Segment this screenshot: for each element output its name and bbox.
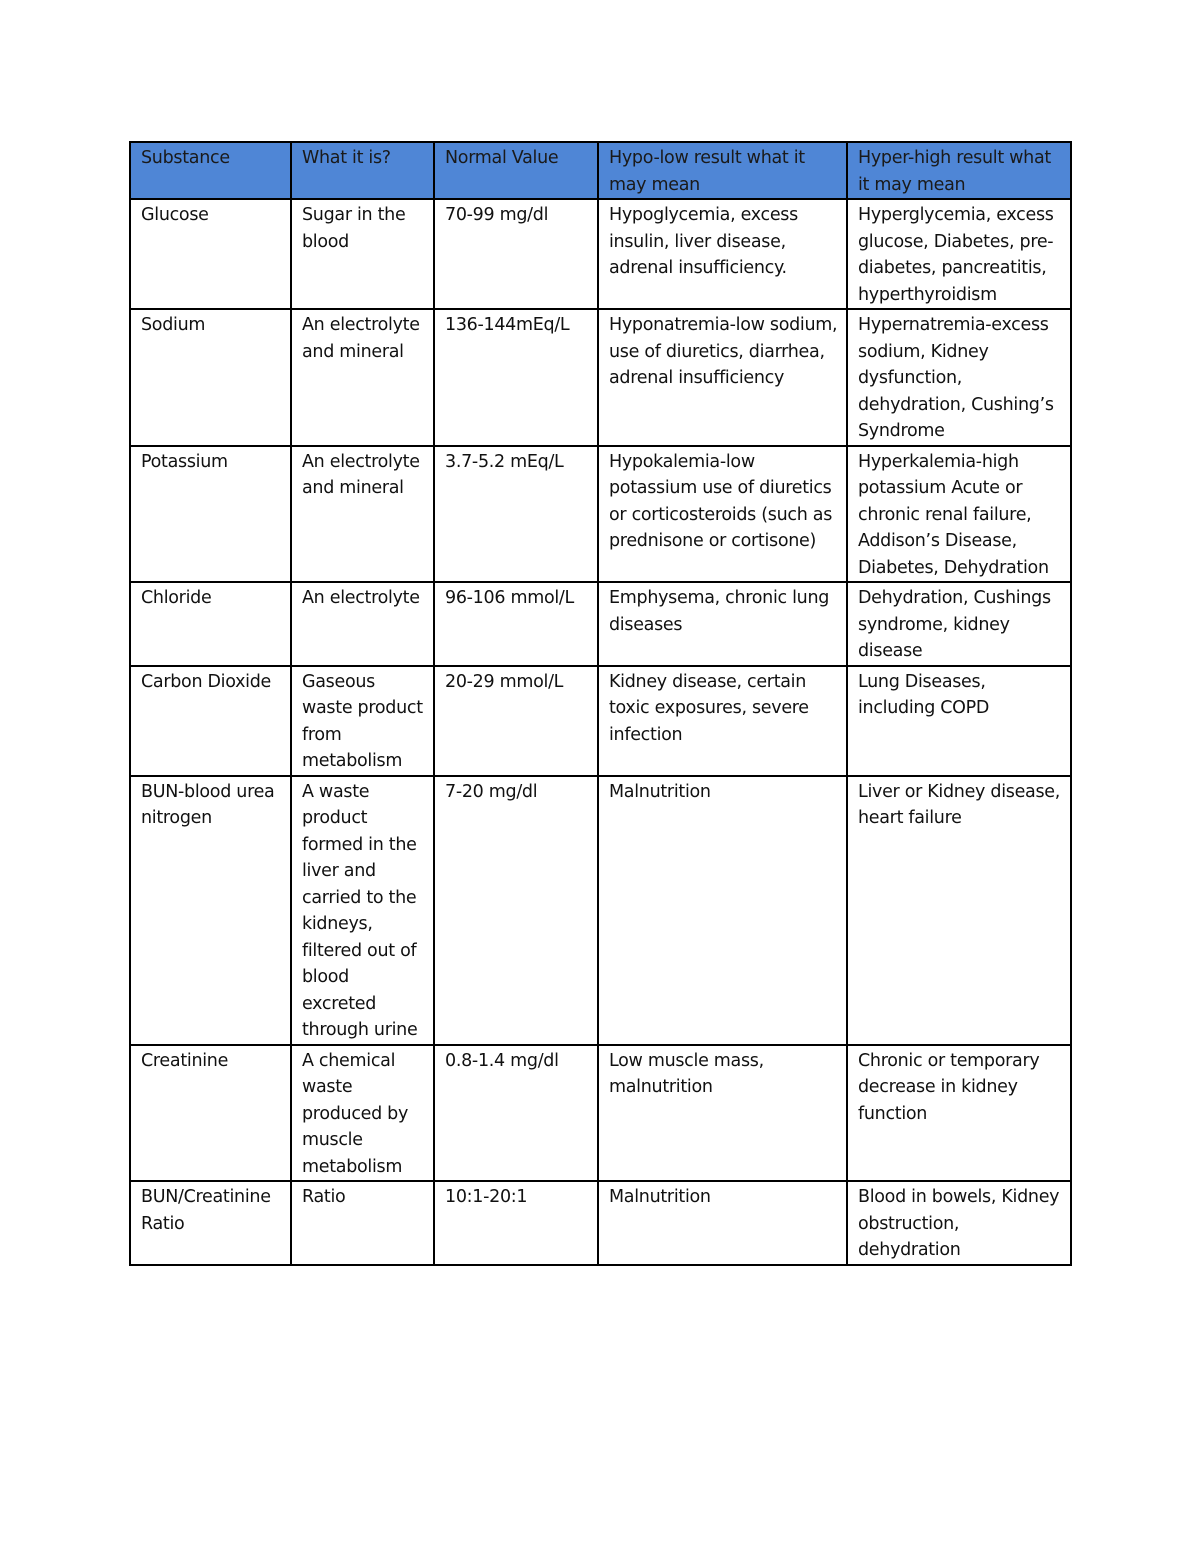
cell-hypo-result: Emphysema, chronic lung diseases bbox=[598, 582, 847, 666]
cell-what-it-is: Sugar in the blood bbox=[291, 199, 434, 309]
cell-substance: Carbon Dioxide bbox=[130, 666, 291, 776]
table-row bbox=[130, 199, 1071, 309]
cell-normal-value: 7-20 mg/dl bbox=[434, 776, 598, 1045]
cell-hyper-result: Dehydration, Cushings syndrome, kidney disease bbox=[847, 582, 1071, 666]
header-normal-value: Normal Value bbox=[434, 142, 598, 199]
header-what-it-is: What it is? bbox=[291, 142, 434, 199]
cell-substance: Chloride bbox=[130, 582, 291, 666]
table-row bbox=[130, 446, 1071, 583]
cell-normal-value: 70-99 mg/dl bbox=[434, 199, 598, 309]
cell-hyper-result: Blood in bowels, Kidney obstruction, dehydration bbox=[847, 1181, 1071, 1265]
table-header-row bbox=[130, 142, 1071, 199]
cell-hyper-result: Hypernatremia-excess sodium, Kidney dysfunction, dehydration, Cushing’s Syndrome bbox=[847, 309, 1071, 446]
cell-substance: BUN/Creatinine Ratio bbox=[130, 1181, 291, 1265]
table-row bbox=[130, 309, 1071, 446]
cell-what-it-is: Gaseous waste product from metabolism bbox=[291, 666, 434, 776]
cell-hypo-result: Hypoglycemia, excess insulin, liver disease, adrenal insufficiency. bbox=[598, 199, 847, 309]
cell-normal-value: 3.7-5.2 mEq/L bbox=[434, 446, 598, 583]
cell-what-it-is: Ratio bbox=[291, 1181, 434, 1265]
cell-hypo-result: Malnutrition bbox=[598, 1181, 847, 1265]
cell-hyper-result: Lung Diseases, including COPD bbox=[847, 666, 1071, 776]
cell-substance: BUN-blood urea nitrogen bbox=[130, 776, 291, 1045]
table-row bbox=[130, 1045, 1071, 1182]
lab-values-table bbox=[129, 141, 1072, 1266]
cell-hyper-result: Hyperglycemia, excess glucose, Diabetes, pre-diabetes, pancreatitis, hyperthyroidism bbox=[847, 199, 1071, 309]
header-hypo-low-result: Hypo-low result what it may mean bbox=[598, 142, 847, 199]
cell-what-it-is: An electrolyte and mineral bbox=[291, 446, 434, 583]
cell-substance: Glucose bbox=[130, 199, 291, 309]
cell-substance: Creatinine bbox=[130, 1045, 291, 1182]
cell-what-it-is: A chemical waste produced by muscle metabolism bbox=[291, 1045, 434, 1182]
cell-hypo-result: Low muscle mass, malnutrition bbox=[598, 1045, 847, 1182]
cell-hypo-result: Kidney disease, certain toxic exposures, severe infection bbox=[598, 666, 847, 776]
cell-hypo-result: Hyponatremia-low sodium, use of diuretics, diarrhea, adrenal insufficiency bbox=[598, 309, 847, 446]
header-hyper-high-result: Hyper-high result what it may mean bbox=[847, 142, 1071, 199]
cell-normal-value: 96-106 mmol/L bbox=[434, 582, 598, 666]
cell-hypo-result: Hypokalemia-low potassium use of diuretics or corticosteroids (such as prednisone or cortisone) bbox=[598, 446, 847, 583]
cell-substance: Potassium bbox=[130, 446, 291, 583]
cell-normal-value: 20-29 mmol/L bbox=[434, 666, 598, 776]
table-row bbox=[130, 666, 1071, 776]
table-row bbox=[130, 582, 1071, 666]
table-row bbox=[130, 1181, 1071, 1265]
cell-normal-value: 0.8-1.4 mg/dl bbox=[434, 1045, 598, 1182]
cell-substance: Sodium bbox=[130, 309, 291, 446]
header-substance: Substance bbox=[130, 142, 291, 199]
table-row bbox=[130, 776, 1071, 1045]
cell-hypo-result: Malnutrition bbox=[598, 776, 847, 1045]
cell-what-it-is: An electrolyte bbox=[291, 582, 434, 666]
cell-normal-value: 136-144mEq/L bbox=[434, 309, 598, 446]
cell-what-it-is: A waste product formed in the liver and carried to the kidneys, filtered out of blood excreted through urine bbox=[291, 776, 434, 1045]
cell-what-it-is: An electrolyte and mineral bbox=[291, 309, 434, 446]
cell-hyper-result: Chronic or temporary decrease in kidney function bbox=[847, 1045, 1071, 1182]
cell-normal-value: 10:1-20:1 bbox=[434, 1181, 598, 1265]
cell-hyper-result: Hyperkalemia-high potassium Acute or chronic renal failure, Addison’s Disease, Diabetes, Dehydration bbox=[847, 446, 1071, 583]
cell-hyper-result: Liver or Kidney disease, heart failure bbox=[847, 776, 1071, 1045]
